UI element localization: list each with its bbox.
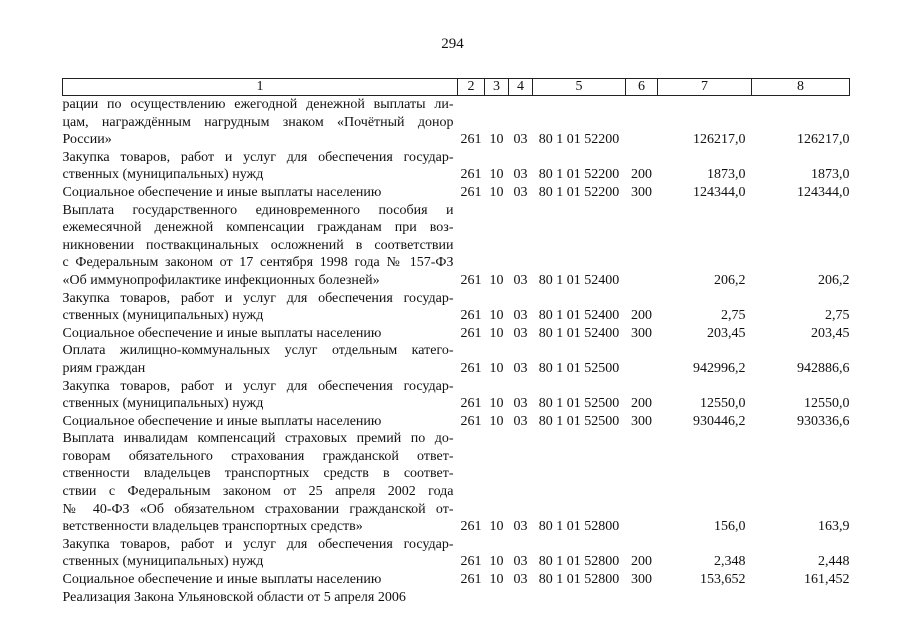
description-line: Выплата государственного единовременного пособия и [62,202,454,218]
amount-year-2: 203,45 [811,325,850,341]
amount-year-2: 161,452 [804,572,850,588]
amount-year-1: 156,0 [714,519,746,535]
description-line: ственных (муниципальных) нужд [62,396,264,412]
column-header: 5 [533,79,626,96]
column-header: 8 [752,79,850,96]
amount-year-2: 124344,0 [797,184,850,200]
table-row [63,589,850,607]
subsection-code: 03 [513,132,528,148]
row-description [63,149,458,184]
expense-type-code: 300 [631,572,652,588]
subsection-code: 03 [513,308,528,324]
ministry-code: 261 [460,572,482,588]
column-header: 7 [658,79,752,96]
section-code: 10 [489,413,504,429]
description-line: говорам обязательного страхования гражданской ответ- [62,448,454,464]
section-code: 10 [489,396,504,412]
amount-year-2: 2,448 [818,554,850,570]
ministry-code: 261 [460,360,482,376]
ministry-code: 261 [460,184,482,200]
row-description [63,290,458,325]
ministry-code: 261 [460,325,482,341]
section-code: 10 [489,360,504,376]
description-line: с Федеральным законом от 17 сентября 1998 года № 157-ФЗ [62,255,454,271]
description-line: Социальное обеспечение и иные выплаты населению [62,325,382,341]
target-article-code: 80 1 01 52500 [538,396,620,412]
amount-year-2: 930336,6 [797,413,850,429]
row-description [63,325,458,343]
budget-table [62,78,850,606]
subsection-code: 03 [513,413,528,429]
column-header: 4 [509,79,533,96]
amount-year-2: 163,9 [818,519,850,535]
description-line: ствии с Федеральным законом от 25 апреля 2002 года [62,484,454,500]
section-code: 10 [489,184,504,200]
description-line: Закупка товаров, работ и услуг для обеспечения государ- [62,536,454,552]
amount-year-2: 942886,6 [797,360,850,376]
table-row [63,149,850,184]
target-article-code: 80 1 01 52200 [538,132,620,148]
page-number: 294 [441,36,464,52]
expense-type-code [626,96,658,149]
row-description [63,430,458,536]
description-line: Закупка товаров, работ и услуг для обеспечения государ- [62,290,454,306]
amount-year-1: 2,75 [721,308,746,324]
subsection-code: 03 [513,396,528,412]
amount-year-1: 12550,0 [700,396,746,412]
ministry-code: 261 [460,519,482,535]
expense-type-code: 300 [631,413,652,429]
amount-year-1: 153,652 [700,572,746,588]
table-body [63,96,850,607]
section-code: 10 [489,308,504,324]
expense-type-code: 200 [631,308,652,324]
target-article-code: 80 1 01 52800 [538,519,620,535]
amount-year-2: 206,2 [818,272,850,288]
column-header: 3 [485,79,509,96]
section-code: 10 [489,554,504,570]
expense-type-code: 300 [631,325,652,341]
description-line: № 40-ФЗ «Об обязательном страховании гражданской от- [62,501,454,517]
section-code: 10 [489,572,504,588]
subsection-code: 03 [513,360,528,376]
section-code: 10 [489,325,504,341]
row-description [63,184,458,202]
subsection-code: 03 [513,572,528,588]
amount-year-1: 206,2 [714,272,746,288]
subsection-code: 03 [513,325,528,341]
row-description [63,342,458,377]
target-article-code: 80 1 01 52400 [538,308,620,324]
table-row [63,290,850,325]
row-description [63,413,458,431]
column-header: 1 [63,79,458,96]
amount-year-1 [658,589,752,607]
description-line: Выплата инвалидам компенсаций страховых премий по до- [62,431,454,447]
description-line: Закупка товаров, работ и услуг для обеспечения государ- [62,149,454,165]
description-line: ежемесячной денежной компенсации гражданам при воз- [62,220,454,236]
ministry-code: 261 [460,308,482,324]
table-header-row [63,79,850,96]
target-article-code: 80 1 01 52200 [538,184,620,200]
description-line: ветственности владельцев транспортных средств» [62,519,363,535]
description-line: Реализация Закона Ульяновской области от 5 апреля 2006 [62,589,406,605]
ministry-code: 261 [460,272,482,288]
table-row [63,202,850,290]
table-row [63,184,850,202]
column-header: 6 [626,79,658,96]
description-line: ственности владельцев транспортных средств в соответ- [62,466,454,482]
amount-year-1: 942996,2 [693,360,746,376]
description-line: никновении поствакцинальных осложнений в соответствии [62,237,454,253]
ministry-code: 261 [460,132,482,148]
section-code: 10 [489,519,504,535]
table-row [63,413,850,431]
table-row [63,96,850,149]
subsection-code: 03 [513,519,528,535]
amount-year-1: 1873,0 [707,167,746,183]
table-row [63,571,850,589]
table-row [63,378,850,413]
subsection-code: 03 [513,272,528,288]
amount-year-1: 203,45 [707,325,746,341]
description-line: цам, награждённым нагрудным знаком «Почётный донор [62,114,454,130]
amount-year-2: 12550,0 [804,396,850,412]
target-article-code: 80 1 01 52800 [538,554,620,570]
table-row [63,536,850,571]
description-line: «Об иммунопрофилактике инфекционных болезней» [62,272,380,288]
subsection-code: 03 [513,184,528,200]
subsection-code: 03 [513,554,528,570]
expense-type-code: 200 [631,554,652,570]
description-line: ственных (муниципальных) нужд [62,554,264,570]
ministry-code: 261 [460,167,482,183]
amount-year-1: 124344,0 [693,184,746,200]
expense-type-code: 200 [631,167,652,183]
amount-year-2: 1873,0 [811,167,850,183]
description-line: Оплата жилищно-коммунальных услуг отдельным катего- [62,343,454,359]
expense-type-code: 300 [631,184,652,200]
description-line: Закупка товаров, работ и услуг для обеспечения государ- [62,378,454,394]
expense-type-code [626,589,658,607]
target-article-code: 80 1 01 52400 [538,325,620,341]
description-line: Социальное обеспечение и иные выплаты населению [62,184,382,200]
subsection-code [509,589,533,607]
ministry-code [458,589,485,607]
description-line: риям граждан [62,360,146,376]
target-article-code [533,589,626,607]
section-code: 10 [489,272,504,288]
expense-type-code [626,342,658,377]
column-header: 2 [458,79,485,96]
target-article-code: 80 1 01 52500 [538,360,620,376]
description-line: Социальное обеспечение и иные выплаты населению [62,413,382,429]
amount-year-2 [752,589,850,607]
row-description [63,589,458,607]
subsection-code: 03 [513,167,528,183]
description-line: ственных (муниципальных) нужд [62,167,264,183]
ministry-code: 261 [460,413,482,429]
row-description [63,571,458,589]
table-row [63,430,850,536]
expense-type-code [626,202,658,290]
amount-year-1: 2,348 [714,554,746,570]
row-description [63,378,458,413]
target-article-code: 80 1 01 52800 [538,572,620,588]
section-code: 10 [489,132,504,148]
amount-year-1: 126217,0 [693,132,746,148]
row-description [63,536,458,571]
expense-type-code: 200 [631,396,652,412]
row-description [63,202,458,290]
section-code: 10 [489,167,504,183]
target-article-code: 80 1 01 52200 [538,167,620,183]
row-description [63,96,458,149]
expense-type-code [626,430,658,536]
section-code [485,589,509,607]
description-line: Социальное обеспечение и иные выплаты населению [62,572,382,588]
ministry-code: 261 [460,554,482,570]
target-article-code: 80 1 01 52500 [538,413,620,429]
table-row [63,342,850,377]
description-line: рации по осуществлению ежегодной денежной выплаты ли- [62,97,454,112]
description-line: России» [62,132,112,148]
amount-year-1: 930446,2 [693,413,746,429]
amount-year-2: 126217,0 [797,132,850,148]
amount-year-2: 2,75 [825,308,850,324]
table-row [63,325,850,343]
target-article-code: 80 1 01 52400 [538,272,620,288]
ministry-code: 261 [460,396,482,412]
description-line: ственных (муниципальных) нужд [62,308,264,324]
